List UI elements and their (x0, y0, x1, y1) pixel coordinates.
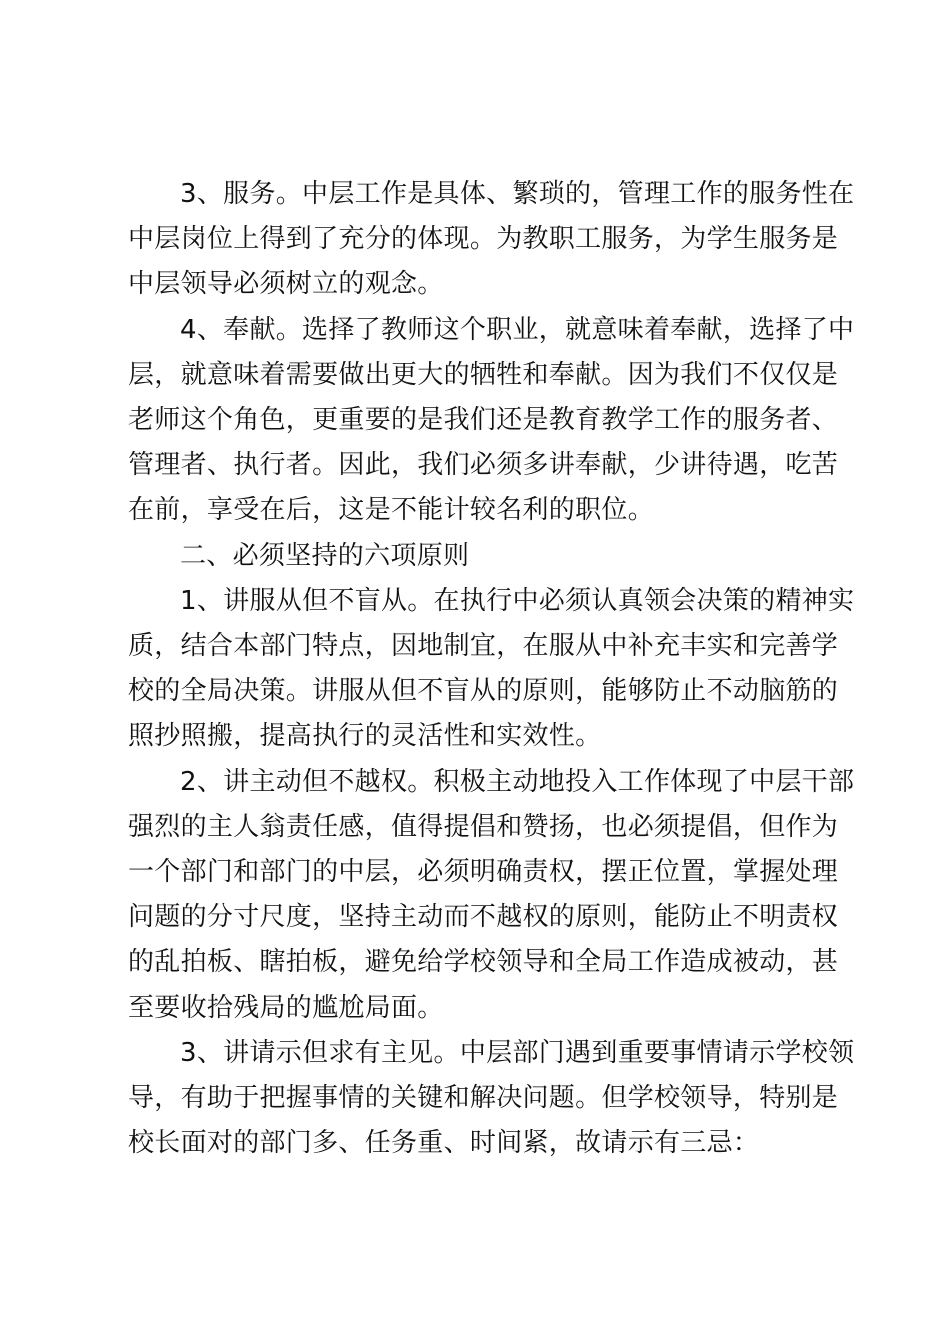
text-line: 质，结合本部门特点，因地制宜，在服从中补充丰实和完善学 (128, 631, 839, 662)
text-line: 1、讲服从但不盲从。在执行中必须认真领会决策的精神实 (180, 585, 855, 616)
paragraph-dedication (128, 308, 855, 534)
section-heading (128, 534, 832, 579)
document-body (128, 172, 855, 1166)
text-line: 校长面对的部门多、任务重、时间紧，故请示有三忌： (128, 1128, 760, 1159)
text-line: 在前，享受在后，这是不能计较名利的职位。 (128, 495, 655, 526)
text-line: 老师这个角色，更重要的是我们还是教育教学工作的服务者、 (128, 405, 839, 436)
paragraph-principle-2 (128, 760, 855, 1031)
heading-text: 二、必须坚持的六项原则 (180, 540, 470, 571)
text-line: 导，有助于把握事情的关键和解决问题。但学校领导，特别是 (128, 1083, 839, 1114)
text-line: 一个部门和部门的中层，必须明确责权，摆正位置，掌握处理 (128, 857, 839, 888)
text-line: 3、服务。中层工作是具体、繁琐的，管理工作的服务性在 (180, 179, 855, 209)
text-line: 强烈的主人翁责任感，值得提倡和赞扬，也必须提倡，但作为 (128, 811, 839, 842)
text-line: 4、奉献。选择了教师这个职业，就意味着奉献，选择了中 (180, 314, 855, 345)
text-line: 管理者、执行者。因此，我们必须多讲奉献，少讲待遇，吃苦 (128, 450, 839, 481)
text-line: 中层岗位上得到了充分的体现。为教职工服务，为学生服务是 (128, 224, 839, 255)
paragraph-principle-1 (128, 579, 855, 760)
text-line: 问题的分寸尺度，坚持主动而不越权的原则，能防止不明责权 (128, 902, 839, 933)
text-line: 层，就意味着需要做出更大的牺牲和奉献。因为我们不仅仅是 (128, 359, 839, 390)
text-line: 的乱拍板、瞎拍板，避免给学校领导和全局工作造成被动，甚 (128, 947, 839, 978)
text-line: 至要收拾残局的尴尬局面。 (128, 992, 444, 1023)
text-line: 3、讲请示但求有主见。中层部门遇到重要事情请示学校领 (180, 1037, 855, 1068)
text-line: 中层领导必须树立的观念。 (128, 269, 444, 300)
paragraph-principle-3 (128, 1031, 855, 1167)
paragraph-service (128, 172, 855, 308)
text-line: 2、讲主动但不越权。积极主动地投入工作体现了中层干部 (180, 766, 855, 797)
text-line: 照抄照搬，提高执行的灵活性和实效性。 (128, 721, 602, 752)
text-line: 校的全局决策。讲服从但不盲从的原则，能够防止不动脑筋的 (128, 676, 839, 707)
